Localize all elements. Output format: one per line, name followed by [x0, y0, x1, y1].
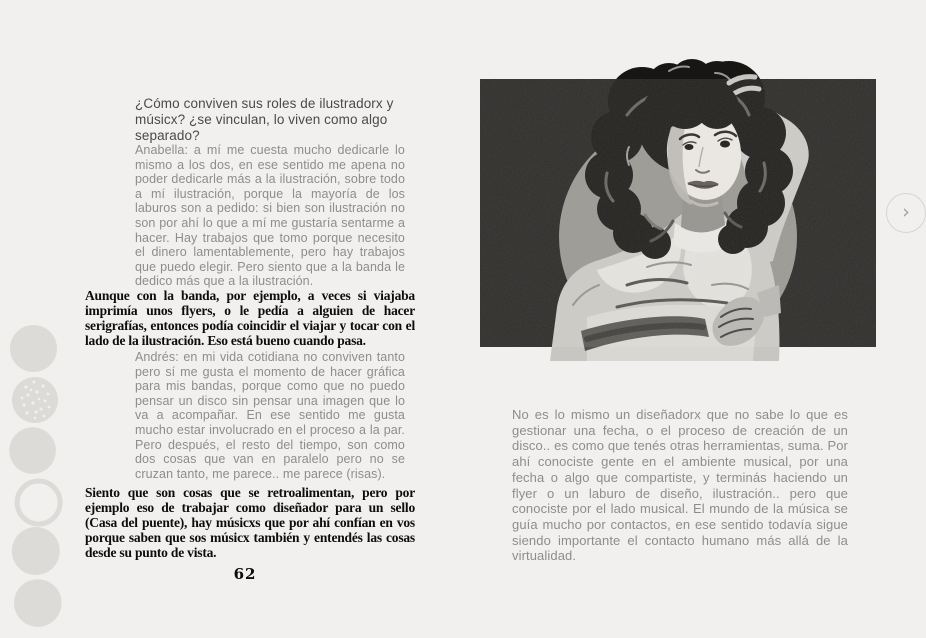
portrait-illustration	[477, 55, 877, 365]
chevron-right-icon: ›	[902, 200, 910, 223]
paragraph-continuation: No es lo mismo un diseñadorx que no sabe lo que es gestionar una fecha, o el proceso de creación de un disco.. es como que tenés otras herramientas, suma. Por ahí conociste gente en el ambiente musical, por una fecha o algo que compartiste, y terminás haciendo un flyer o un laburo de diseño, ilustración.. pero que conociste por el lado musical. El mundo de la música se guía mucho por contactos, en ese sentido todavía sigue siendo importante el contacto humano más allá de la virtualidad.	[512, 407, 848, 564]
dot-solid	[10, 325, 57, 372]
dot-solid	[14, 579, 62, 627]
dot-solid	[12, 527, 60, 575]
next-page-button[interactable]	[886, 193, 926, 233]
page-number: 62	[233, 565, 257, 583]
decorative-dot-column	[0, 318, 80, 638]
dot-solid	[9, 427, 56, 474]
pull-quote-1: Aunque con la banda, por ejemplo, a veces si viajaba imprimía unos flyers, o le pedía a alguien de hacer serigrafías, entonces podía coincidir el viajar y tocar con el lado de la ilustración. Eso está bueno cuando pasa.	[85, 288, 415, 348]
dot-ring	[17, 481, 60, 524]
dot-speckled	[12, 377, 58, 423]
pull-quote-2: Siento que son cosas que se retroalimentan, pero por ejemplo eso de trabajar como diseñador para un sello (Casa del puente), hay músicxs que por ahí confían en vos porque saben que sos músicx también y entendés las cosas desde su punto de vista.	[85, 485, 415, 560]
interview-question: ¿Cómo conviven sus roles de ilustradorx y músicx? ¿se vinculan, lo viven como algo separado?	[135, 96, 394, 143]
answer-anabella: Anabella: a mí me cuesta mucho dedicarle lo mismo a los dos, en ese sentido me apena no poder dedicarle más a la ilustración, sobre todo a mí ilustración, porque la mayoría de los laburos son a pedido: si bien son ilustración no son por ahí lo que a mí me gustaría sentarme a hacer. Hay trabajos que tomo porque necesito el dinero lamentablemente, pero hay trabajos que puedo elegir. Pero siento que a la banda le dedico más que a la ilustración.	[135, 143, 405, 289]
answer-andres: Andrés: en mi vida cotidiana no conviven tanto pero sí me gusta el momento de hacer gráfica para mis bandas, porque como que no puedo pensar un disco sin pensar una imagen que lo va a acompañar. En ese sentido me gusta mucho estar involucrado en el proceso a la par. Pero después, el resto del tiempo, son como dos cosas que van en paralelo pero no se cruzan tanto, me parece.. me parece (risas).	[135, 350, 405, 481]
